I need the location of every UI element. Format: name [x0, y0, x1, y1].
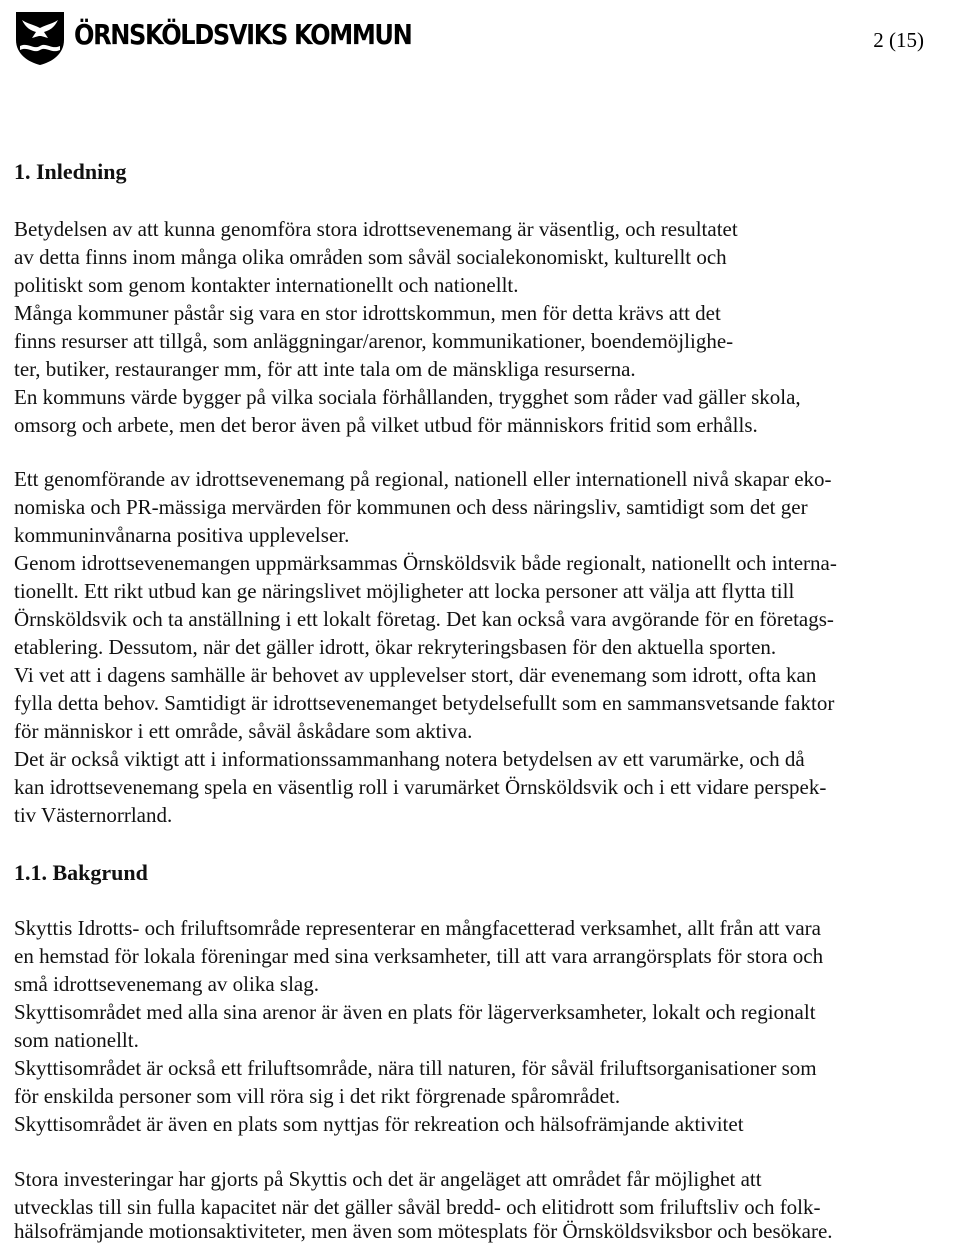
paragraph-line: ter, butiker, restauranger mm, för att inte tala om de mänskliga resurserna. — [14, 357, 636, 381]
paragraph-line: Ett genomförande av idrottsevenemang på regional, nationell eller internationell nivå skapar eko- — [14, 467, 832, 491]
paragraph-line: Genom idrottsevenemangen uppmärksammas Örnsköldsvik både regionalt, nationellt och interna- — [14, 551, 837, 575]
paragraph-line: Vi vet att i dagens samhälle är behovet av upplevelser stort, där evenemang som idrott, ofta kan — [14, 663, 817, 687]
municipal-coat-of-arms-icon — [14, 10, 66, 66]
paragraph-line: Skyttisområdet är också ett friluftsområde, nära till naturen, för såväl friluftsorganisationer som — [14, 1056, 817, 1080]
page-number: 2 (15) — [873, 28, 924, 52]
paragraph-line: Det är också viktigt att i informationssammanhang notera betydelsen av ett varumärke, och då — [14, 747, 805, 771]
paragraph-line: Stora investeringar har gjorts på Skyttis och det är angeläget att området får möjlighet att — [14, 1167, 762, 1191]
paragraph-line: för människor i ett område, såväl åskådare som aktiva. — [14, 719, 473, 743]
paragraph-line: Skyttis Idrotts- och friluftsområde representerar en mångfacetterad verksamhet, allt från att vara — [14, 916, 821, 940]
paragraph-line: Skyttisområdet är även en plats som nyttjas för rekreation och hälsofrämjande aktivitet — [14, 1112, 744, 1136]
paragraph-line: av detta finns inom många olika områden som såväl socialekonomiskt, kulturellt och — [14, 245, 727, 269]
paragraph-line: Örnsköldsvik och ta anställning i ett lokalt företag. Det kan också vara avgörande för en företags- — [14, 607, 834, 631]
paragraph-line: omsorg och arbete, men det beror även på vilket utbud för människors fritid som erhålls. — [14, 413, 758, 437]
paragraph-line: hälsofrämjande motionsaktiviteter, men även som mötesplats för Örnsköldsviksbor och besökare. — [14, 1219, 833, 1243]
paragraph-line: kan idrottsevenemang spela en väsentlig roll i varumärket Örnsköldsvik och i ett vidare perspek- — [14, 775, 827, 799]
paragraph-line: Skyttisområdet med alla sina arenor är även en plats för lägerverksamheter, lokalt och regionalt — [14, 1000, 816, 1024]
organization-name: ÖRNSKÖLDSVIKS KOMMUN — [74, 18, 412, 51]
letterhead — [14, 10, 414, 66]
paragraph-line: tionellt. Ett rikt utbud kan ge näringslivet möjligheter att locka personer att välja att flytta till — [14, 579, 795, 603]
paragraph-line: etablering. Dessutom, när det gäller idrott, ökar rekryteringsbasen för den aktuella sporten. — [14, 635, 777, 659]
section-heading-bakgrund: 1.1. Bakgrund — [14, 860, 148, 885]
paragraph-line: finns resurser att tillgå, som anläggningar/arenor, kommunikationer, boendemöjlighe- — [14, 329, 734, 353]
section-heading-inledning: 1. Inledning — [14, 159, 127, 184]
paragraph-line: för enskilda personer som vill röra sig i det rikt förgrenade spårområdet. — [14, 1084, 621, 1108]
paragraph-line: Betydelsen av att kunna genomföra stora idrottsevenemang är väsentlig, och resultatet — [14, 217, 738, 241]
paragraph-line: fylla detta behov. Samtidigt är idrottsevenemanget betydelsefullt som en sammansvetsande faktor — [14, 691, 835, 715]
paragraph-line: En kommuns värde bygger på vilka sociala förhållanden, trygghet som råder vad gäller skola, — [14, 385, 801, 409]
paragraph-line: Många kommuner påstår sig vara en stor idrottskommun, men för detta krävs att det — [14, 301, 721, 325]
paragraph-line: nomiska och PR-mässiga mervärden för kommunen och dess näringsliv, samtidigt som det ger — [14, 495, 808, 519]
paragraph-line: små idrottsevenemang av olika slag. — [14, 972, 320, 996]
paragraph-line: kommuninvånarna positiva upplevelser. — [14, 523, 350, 547]
paragraph-line: som nationellt. — [14, 1028, 139, 1052]
paragraph-line: tiv Västernorrland. — [14, 803, 173, 827]
paragraph-line: en hemstad för lokala föreningar med sina verksamheter, till att vara arrangörsplats för stora och — [14, 944, 824, 968]
paragraph-line: utvecklas till sin fulla kapacitet när det gäller såväl bredd- och elitidrott som friluftsliv och folk- — [14, 1195, 821, 1219]
paragraph-line: politiskt som genom kontakter internationellt och nationellt. — [14, 273, 519, 297]
